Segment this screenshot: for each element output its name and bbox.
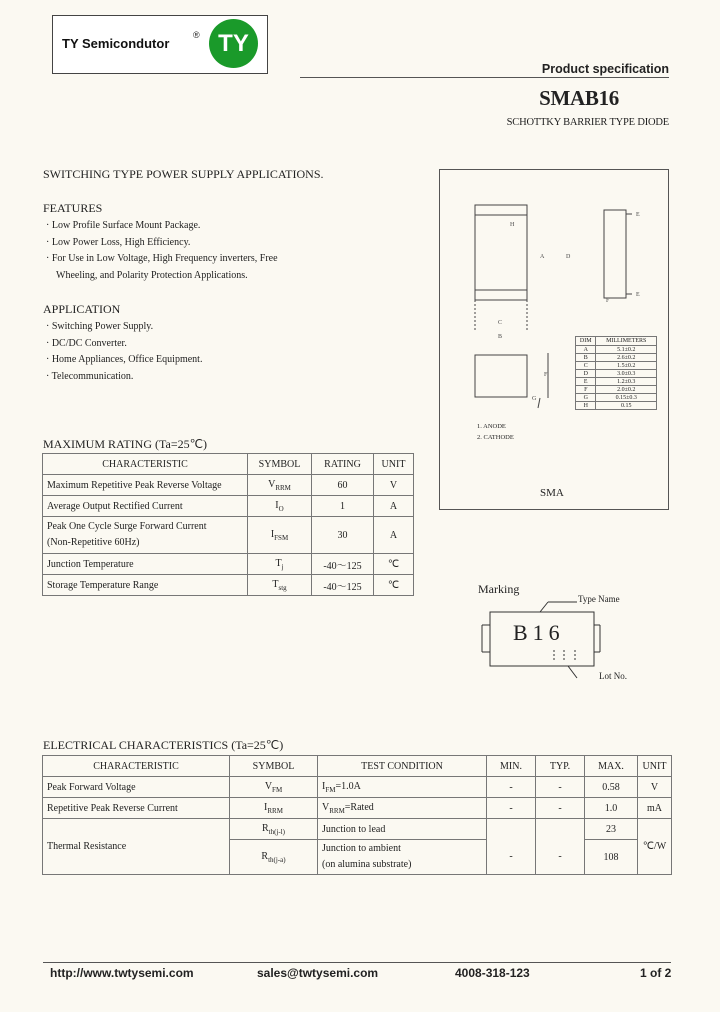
max-rating-heading: MAXIMUM RATING (Ta=25℃)	[43, 437, 208, 451]
characteristic: Junction Temperature	[43, 554, 248, 575]
rating: 30	[312, 517, 374, 554]
electrical-heading: ELECTRICAL CHARACTERISTICS (Ta=25℃)	[43, 738, 284, 752]
table-row	[43, 475, 414, 496]
package-name: SMA	[540, 487, 564, 499]
marking-heading: Marking	[478, 582, 520, 596]
features-list	[46, 218, 278, 284]
intro-heading: SWITCHING TYPE POWER SUPPLY APPLICATIONS.	[43, 167, 324, 181]
symbol: $I_O$	[248, 496, 312, 517]
unit: V	[374, 475, 414, 496]
application-list	[46, 319, 202, 385]
product-spec-label: Product specification	[541, 62, 669, 76]
table-row: Thermal Resistance $R_{th(j-l)}$ Junction to lead 23 ℃/W	[43, 819, 672, 840]
footer-rule	[43, 962, 671, 963]
rating: 1	[312, 496, 374, 517]
dimension-table: DIM MILLIMETERS A 5.1±0.2 B 2.6±0.2 C 1.5±0.2 D 3.0±0.3 E 1.2±0.3 F 2.0±0.2 G 0.15±0.3 H 0.15	[575, 336, 657, 410]
symbol: $T_{stg}$	[248, 575, 312, 596]
list-item: · DC/DC Converter.	[46, 337, 127, 349]
table-row: $R_{th(j-a)}$ Junction to ambient (on alumina substrate) - - 108	[43, 840, 672, 875]
symbol: $V_{RRM}$	[248, 475, 312, 496]
col-rating: RATING	[312, 454, 374, 475]
svg-text:A: A	[540, 254, 545, 260]
unit: ℃	[374, 575, 414, 596]
type-name-label: Type Name	[578, 594, 620, 604]
svg-text:B: B	[498, 334, 503, 340]
svg-text:F: F	[606, 298, 610, 304]
symbol: $I_{FSM}$	[248, 517, 312, 554]
list-item: · Low Power Loss, High Efficiency.	[46, 236, 191, 248]
footer-url[interactable]: http://www.twtysemi.com	[50, 966, 194, 980]
table-row: Repetitive Peak Reverse Current $I_{RRM}$ $V_{RRM}=Rated$ - - 1.0 mA	[43, 798, 672, 819]
svg-text:H: H	[510, 222, 515, 228]
characteristic: Average Output Rectified Current	[43, 496, 248, 517]
table-row	[43, 517, 414, 554]
col-unit: UNIT	[374, 454, 414, 475]
svg-text:E: E	[636, 292, 640, 298]
table-row	[43, 575, 414, 596]
characteristic: Peak One Cycle Surge Forward Current (Non-Repetitive 60Hz)	[43, 517, 248, 554]
footer-email[interactable]: sales@twtysemi.com	[257, 966, 379, 980]
col-characteristic: CHARACTERISTIC	[43, 454, 248, 475]
electrical-table	[42, 755, 672, 875]
package-legend: 1. ANODE 2. CATHODE	[477, 423, 514, 441]
characteristic: Storage Temperature Range	[43, 575, 248, 596]
rating: -40～125	[312, 554, 374, 575]
company-name: TY Semicondutor	[62, 36, 170, 51]
svg-text:F: F	[544, 372, 548, 378]
table-row	[43, 496, 414, 517]
lot-number-label: Lot No.	[599, 671, 627, 681]
list-item: Wheeling, and Polarity Protection Applications.	[56, 269, 248, 281]
table-row: Peak Forward Voltage $V_{FM}$ $I_{FM}=1.0A$ - - 0.58 V	[43, 777, 672, 798]
ty-logo: TY	[209, 19, 258, 68]
application-heading: APPLICATION	[43, 302, 121, 316]
unit: ℃	[374, 554, 414, 575]
svg-text:D: D	[566, 254, 571, 260]
list-item: · Switching Power Supply.	[46, 321, 154, 332]
list-item: · Low Profile Surface Mount Package.	[46, 220, 201, 231]
part-number: SMAB16	[539, 86, 619, 110]
unit: A	[374, 517, 414, 554]
symbol: $T_j$	[248, 554, 312, 575]
table-row	[43, 554, 414, 575]
package-outline-drawing	[440, 170, 668, 470]
svg-text:G: G	[532, 396, 537, 402]
characteristic: Maximum Repetitive Peak Reverse Voltage	[43, 475, 248, 496]
svg-text:C: C	[498, 320, 503, 326]
registered-mark: ®	[193, 30, 200, 40]
list-item: · For Use in Low Voltage, High Frequency inverters, Free	[46, 253, 278, 264]
rating: -40～125	[312, 575, 374, 596]
page-number: 1 of 2	[640, 966, 672, 980]
table-header-row: CHARACTERISTIC SYMBOL TEST CONDITION MIN. TYP. MAX. UNIT	[43, 756, 672, 777]
col-symbol: SYMBOL	[248, 454, 312, 475]
svg-text:E: E	[636, 212, 640, 218]
unit: A	[374, 496, 414, 517]
max-rating-table	[42, 453, 414, 596]
table-header-row	[43, 454, 414, 475]
footer-phone: 4008-318-123	[455, 966, 530, 980]
list-item: · Home Appliances, Office Equipment.	[46, 354, 203, 365]
features-heading: FEATURES	[43, 201, 103, 215]
marking-code: B16	[513, 620, 565, 645]
rating: 60	[312, 475, 374, 496]
part-description: SCHOTTKY BARRIER TYPE DIODE	[506, 117, 669, 128]
list-item: · Telecommunication.	[46, 370, 134, 382]
header-rule	[300, 77, 669, 78]
